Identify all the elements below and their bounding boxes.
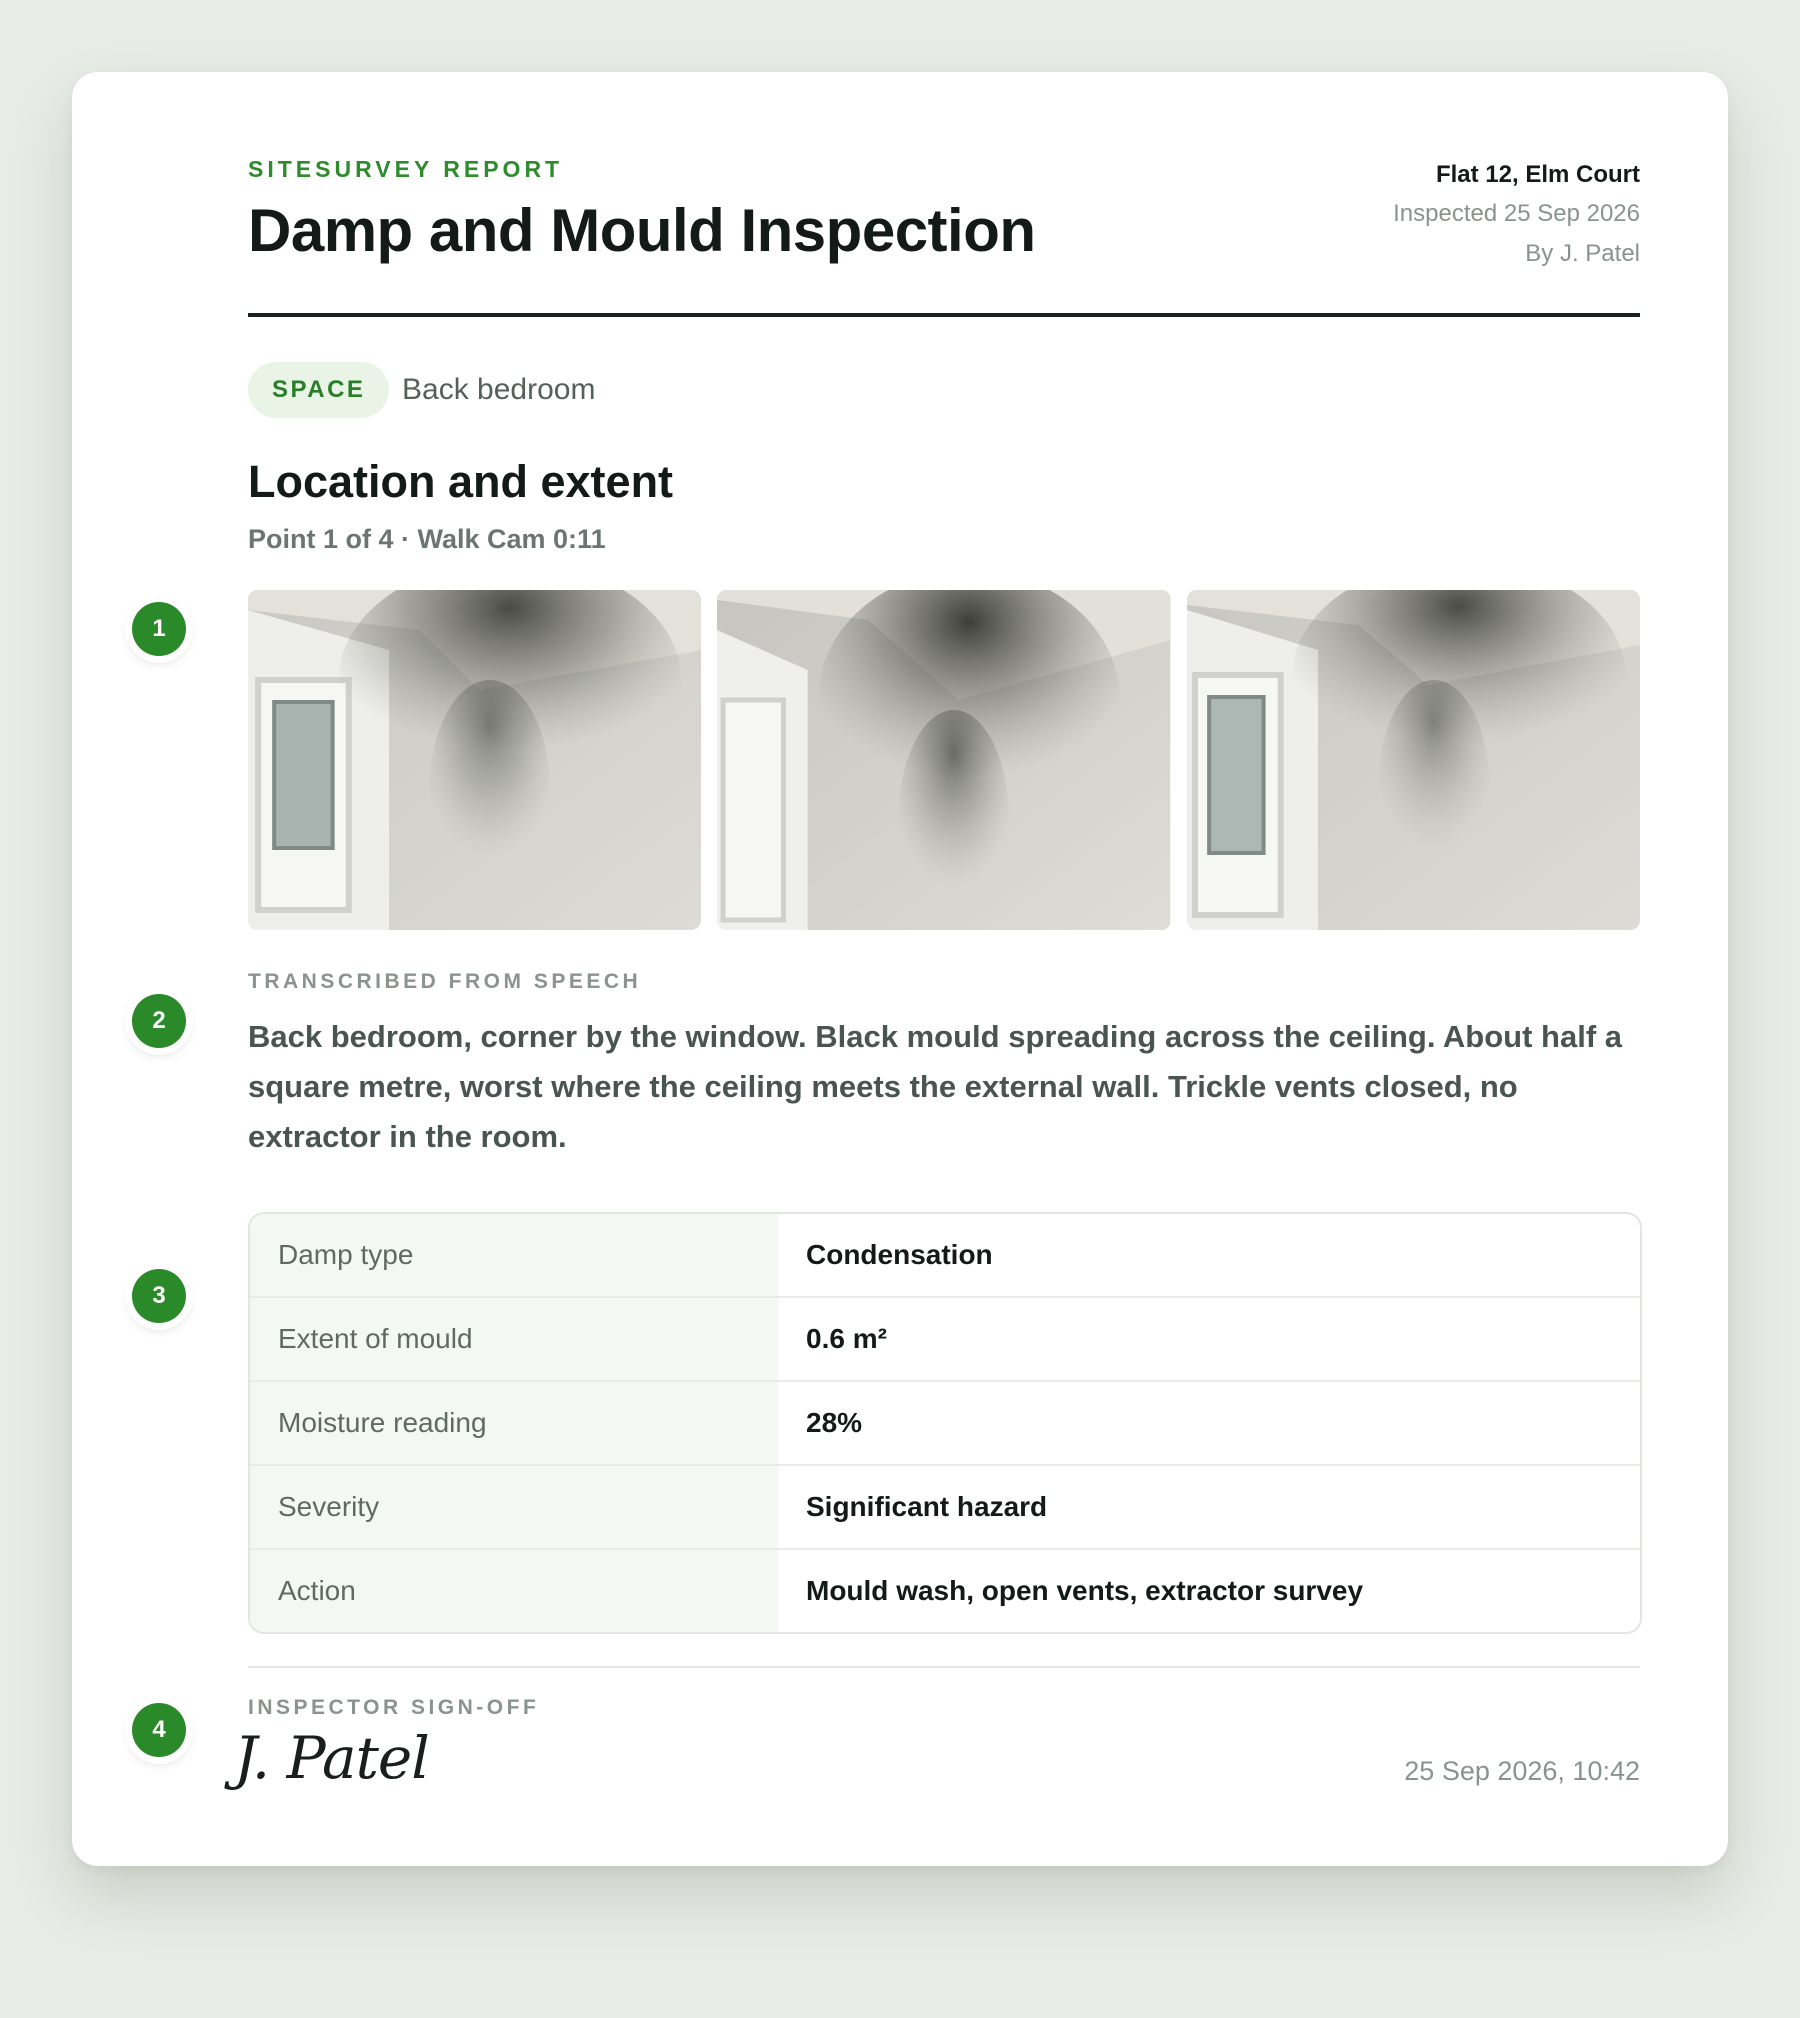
- table-row: [250, 1214, 1640, 1296]
- inspector-name: By J. Patel: [1525, 240, 1640, 267]
- step-marker-4: 4: [132, 1703, 186, 1757]
- mould-photo[interactable]: [1187, 590, 1640, 930]
- row-value: Significant hazard: [806, 1491, 1048, 1522]
- row-value: Mould wash, open vents, extractor survey: [806, 1575, 1364, 1606]
- section-subtitle: Point 1 of 4 · Walk Cam 0:11: [248, 524, 606, 554]
- step-marker-2: 2: [132, 994, 186, 1048]
- mould-photo-image: [717, 590, 1170, 930]
- mould-photo[interactable]: [248, 590, 701, 930]
- report-card: [72, 72, 1728, 1866]
- mould-photo[interactable]: [717, 590, 1170, 930]
- report-meta: [1393, 156, 1640, 274]
- row-label: Extent of mould: [250, 1298, 778, 1380]
- details-table: [248, 1212, 1642, 1634]
- row-label: Moisture reading: [250, 1382, 778, 1464]
- section-title: Location and extent: [248, 456, 674, 507]
- step-marker-3: 3: [132, 1269, 186, 1323]
- mould-photo-image: [248, 590, 701, 930]
- row-value: 28%: [806, 1407, 863, 1438]
- inspection-date: Inspected 25 Sep 2026: [1393, 200, 1640, 227]
- transcript-text: Back bedroom, corner by the window. Black mould spreading across the ceiling. About half a square metre, worst where the ceiling meets the external wall. Trickle vents closed, no extractor in the room.: [248, 1019, 1623, 1154]
- signoff-label: INSPECTOR SIGN-OFF: [248, 1696, 540, 1719]
- space-name: Back bedroom: [402, 373, 596, 406]
- property-address: Flat 12, Elm Court: [1435, 161, 1640, 188]
- transcript-label: TRANSCRIBED FROM SPEECH: [248, 970, 642, 993]
- signoff-datetime: 25 Sep 2026, 10:42: [1404, 1756, 1640, 1786]
- space-tag: SPACE: [248, 362, 389, 418]
- page-title: Damp and Mould Inspection: [248, 197, 1036, 264]
- row-value: Condensation: [806, 1239, 993, 1270]
- table-row: [250, 1296, 1640, 1380]
- table-row: [250, 1380, 1640, 1464]
- table-row: [250, 1464, 1640, 1548]
- row-label: Action: [250, 1550, 778, 1632]
- header-divider: [248, 313, 1640, 317]
- table-row: [250, 1548, 1640, 1632]
- row-label: Severity: [250, 1466, 778, 1548]
- report-eyebrow: SITESURVEY REPORT: [248, 156, 564, 182]
- mould-photo-image: [1187, 590, 1640, 930]
- signoff-divider: [248, 1666, 1640, 1668]
- row-value: 0.6 m²: [806, 1323, 887, 1354]
- photo-strip: [248, 590, 1640, 930]
- row-label: Damp type: [250, 1214, 778, 1296]
- inspector-signature: J. Patel: [234, 1724, 429, 1792]
- step-marker-1: 1: [132, 602, 186, 656]
